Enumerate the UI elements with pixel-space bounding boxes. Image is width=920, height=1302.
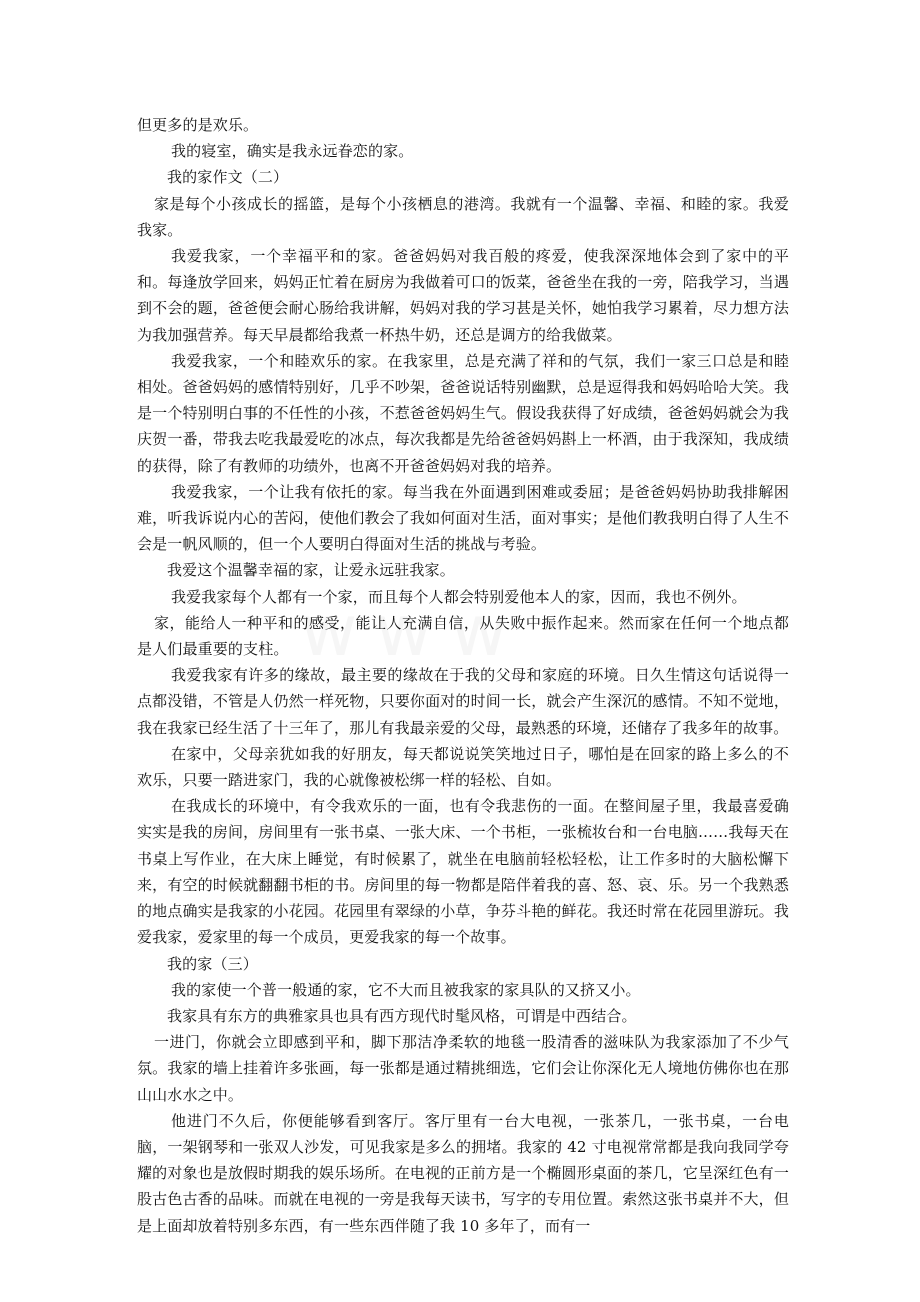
paragraph: 我爱我家，一个让我有依托的家。每当我在外面遇到困难或委屈；是爸爸妈妈协助我排解困难，听我诉说内心的苦闷，使他们教会了我如何面对生活，面对事实；是他们教我明白得了人生不会是一帆风顺的，但一个人要明白得面对生活的挑战与考验。 [137,482,789,554]
paragraph: 我爱这个温馨幸福的家，让爱永远驻我家。 [167,561,455,580]
paragraph: 家，能给人一种平和的感受，能让人充满自信，从失败中振作起来。然而家在任何一个地点都是人们最重要的支柱。 [137,613,789,659]
paragraph: 我爱我家每个人都有一个家，而且每个人都会特别爱他本人的家，因而，我也不例外。 [171,587,747,606]
paragraph: 我的家作文（二） [167,168,289,187]
paragraph: 我的家（三） [167,954,258,973]
paragraph: 我爱我家，一个幸福平和的家。爸爸妈妈对我百般的疼爱，使我深深地体会到了家中的平和。每逢放学回来，妈妈正忙着在厨房为我做着可口的饭菜，爸爸坐在我的一旁，陪我学习，当遇到不会的题，爸爸便会耐心肠给我讲解，妈妈对我的学习甚是关怀，她怕我学习累着，尽力想方法为我加强营养。每天早晨都给我煮一杯热牛奶，还总是调方的给我做菜。 [137,247,789,344]
paragraph: 我的寝室，确实是我永远眷恋的家。 [171,142,414,161]
paragraph: 我爱我家有许多的缘故，最主要的缘故在于我的父母和家庭的环境。日久生情这句话说得一点都没错，不管是人仍然一样死物，只要你面对的时间一长，就会产生深沉的感情。不知不觉地，我在我家已经生活了十三年了，那儿有我最亲爱的父母，最熟悉的环境，还储存了我多年的故事。 [137,666,789,737]
paragraph: 我家具有东方的典雅家具也具有西方现代时髦风格，可谓是中西结合。 [167,1006,637,1025]
paragraph: 但更多的是欢乐。 [137,116,259,134]
paragraph: 我的家使一个普一般通的家，它不大而且被我家的家具队的又挤又小。 [171,980,641,999]
paragraph: 他进门不久后，你便能够看到客厅。客厅里有一台大电视，一张茶几，一张书桌，一台电脑，一架钢琴和一张双人沙发，可见我家是多么的拥堵。我家的 42 寸电视常常都是我向我同学夸耀的对象也是放假时期我的娱乐场所。在电视的正前方是一个椭圆形桌面的茶几，它呈深红色有一股古色古香的品味。而就在电视的一旁是我每天读书，写字的专用位置。索然这张书桌并不大，但是上面却放着特别多东西，有一些东西伴随了我 10 多年了，而有一 [137,1111,789,1235]
document-body [137,112,789,1239]
paragraph: 我爱我家，一个和睦欢乐的家。在我家里，总是充满了祥和的气氛，我们一家三口总是和睦相处。爸爸妈妈的感情特别好，几乎不吵架，爸爸说话特别幽默，总是逗得我和妈妈哈哈大笑。我是一个特别明白事的不任性的小孩，不惹爸爸妈妈生气。假设我获得了好成绩，爸爸妈妈就会为我庆贺一番，带我去吃我最爱吃的冰点，每次我都是先给爸爸妈妈斟上一杯酒，由于我深知，我成绩的获得，除了有教师的功绩外，也离不开爸爸妈妈对我的培养。 [137,351,789,475]
paragraph: 家是每个小孩成长的摇篮，是每个小孩栖息的港湾。我就有一个温馨、幸福、和睦的家。我爱我家。 [137,194,789,239]
paragraph: 在家中，父母亲犹如我的好朋友，每天都说说笑笑地过日子，哪怕是在回家的路上多么的不欢乐，只要一踏进家门，我的心就像被松绑一样的轻松、自如。 [137,744,789,790]
paragraph: 在我成长的环境中，有令我欢乐的一面，也有令我悲伤的一面。在整间屋子里，我最喜爱确实实是我的房间，房间里有一张书桌、一张大床、一个书柜，一张梳妆台和一台电脑……我每天在书桌上写作业，在大床上睡觉，有时候累了，就坐在电脑前轻松轻松，让工作多时的大脑松懈下来，有空的时候就翻翻书柜的书。房间里的每一物都是陪伴着我的喜、怒、哀、乐。另一个我熟悉的地点确实是我家的小花园。花园里有翠绿的小草，争芬斗艳的鲜花。我还时常在花园里游玩。我爱我家，爱家里的每一个成员，更爱我家的每一个故事。 [137,797,789,947]
paragraph: 一进门，你就会立即感到平和，脚下那洁净柔软的地毯一股清香的滋味队为我家添加了不少气氛。我家的墙上挂着许多张画，每一张都是通过精挑细选，它们会让你深化无人境地仿佛你也在那山山水水之中。 [137,1033,789,1104]
